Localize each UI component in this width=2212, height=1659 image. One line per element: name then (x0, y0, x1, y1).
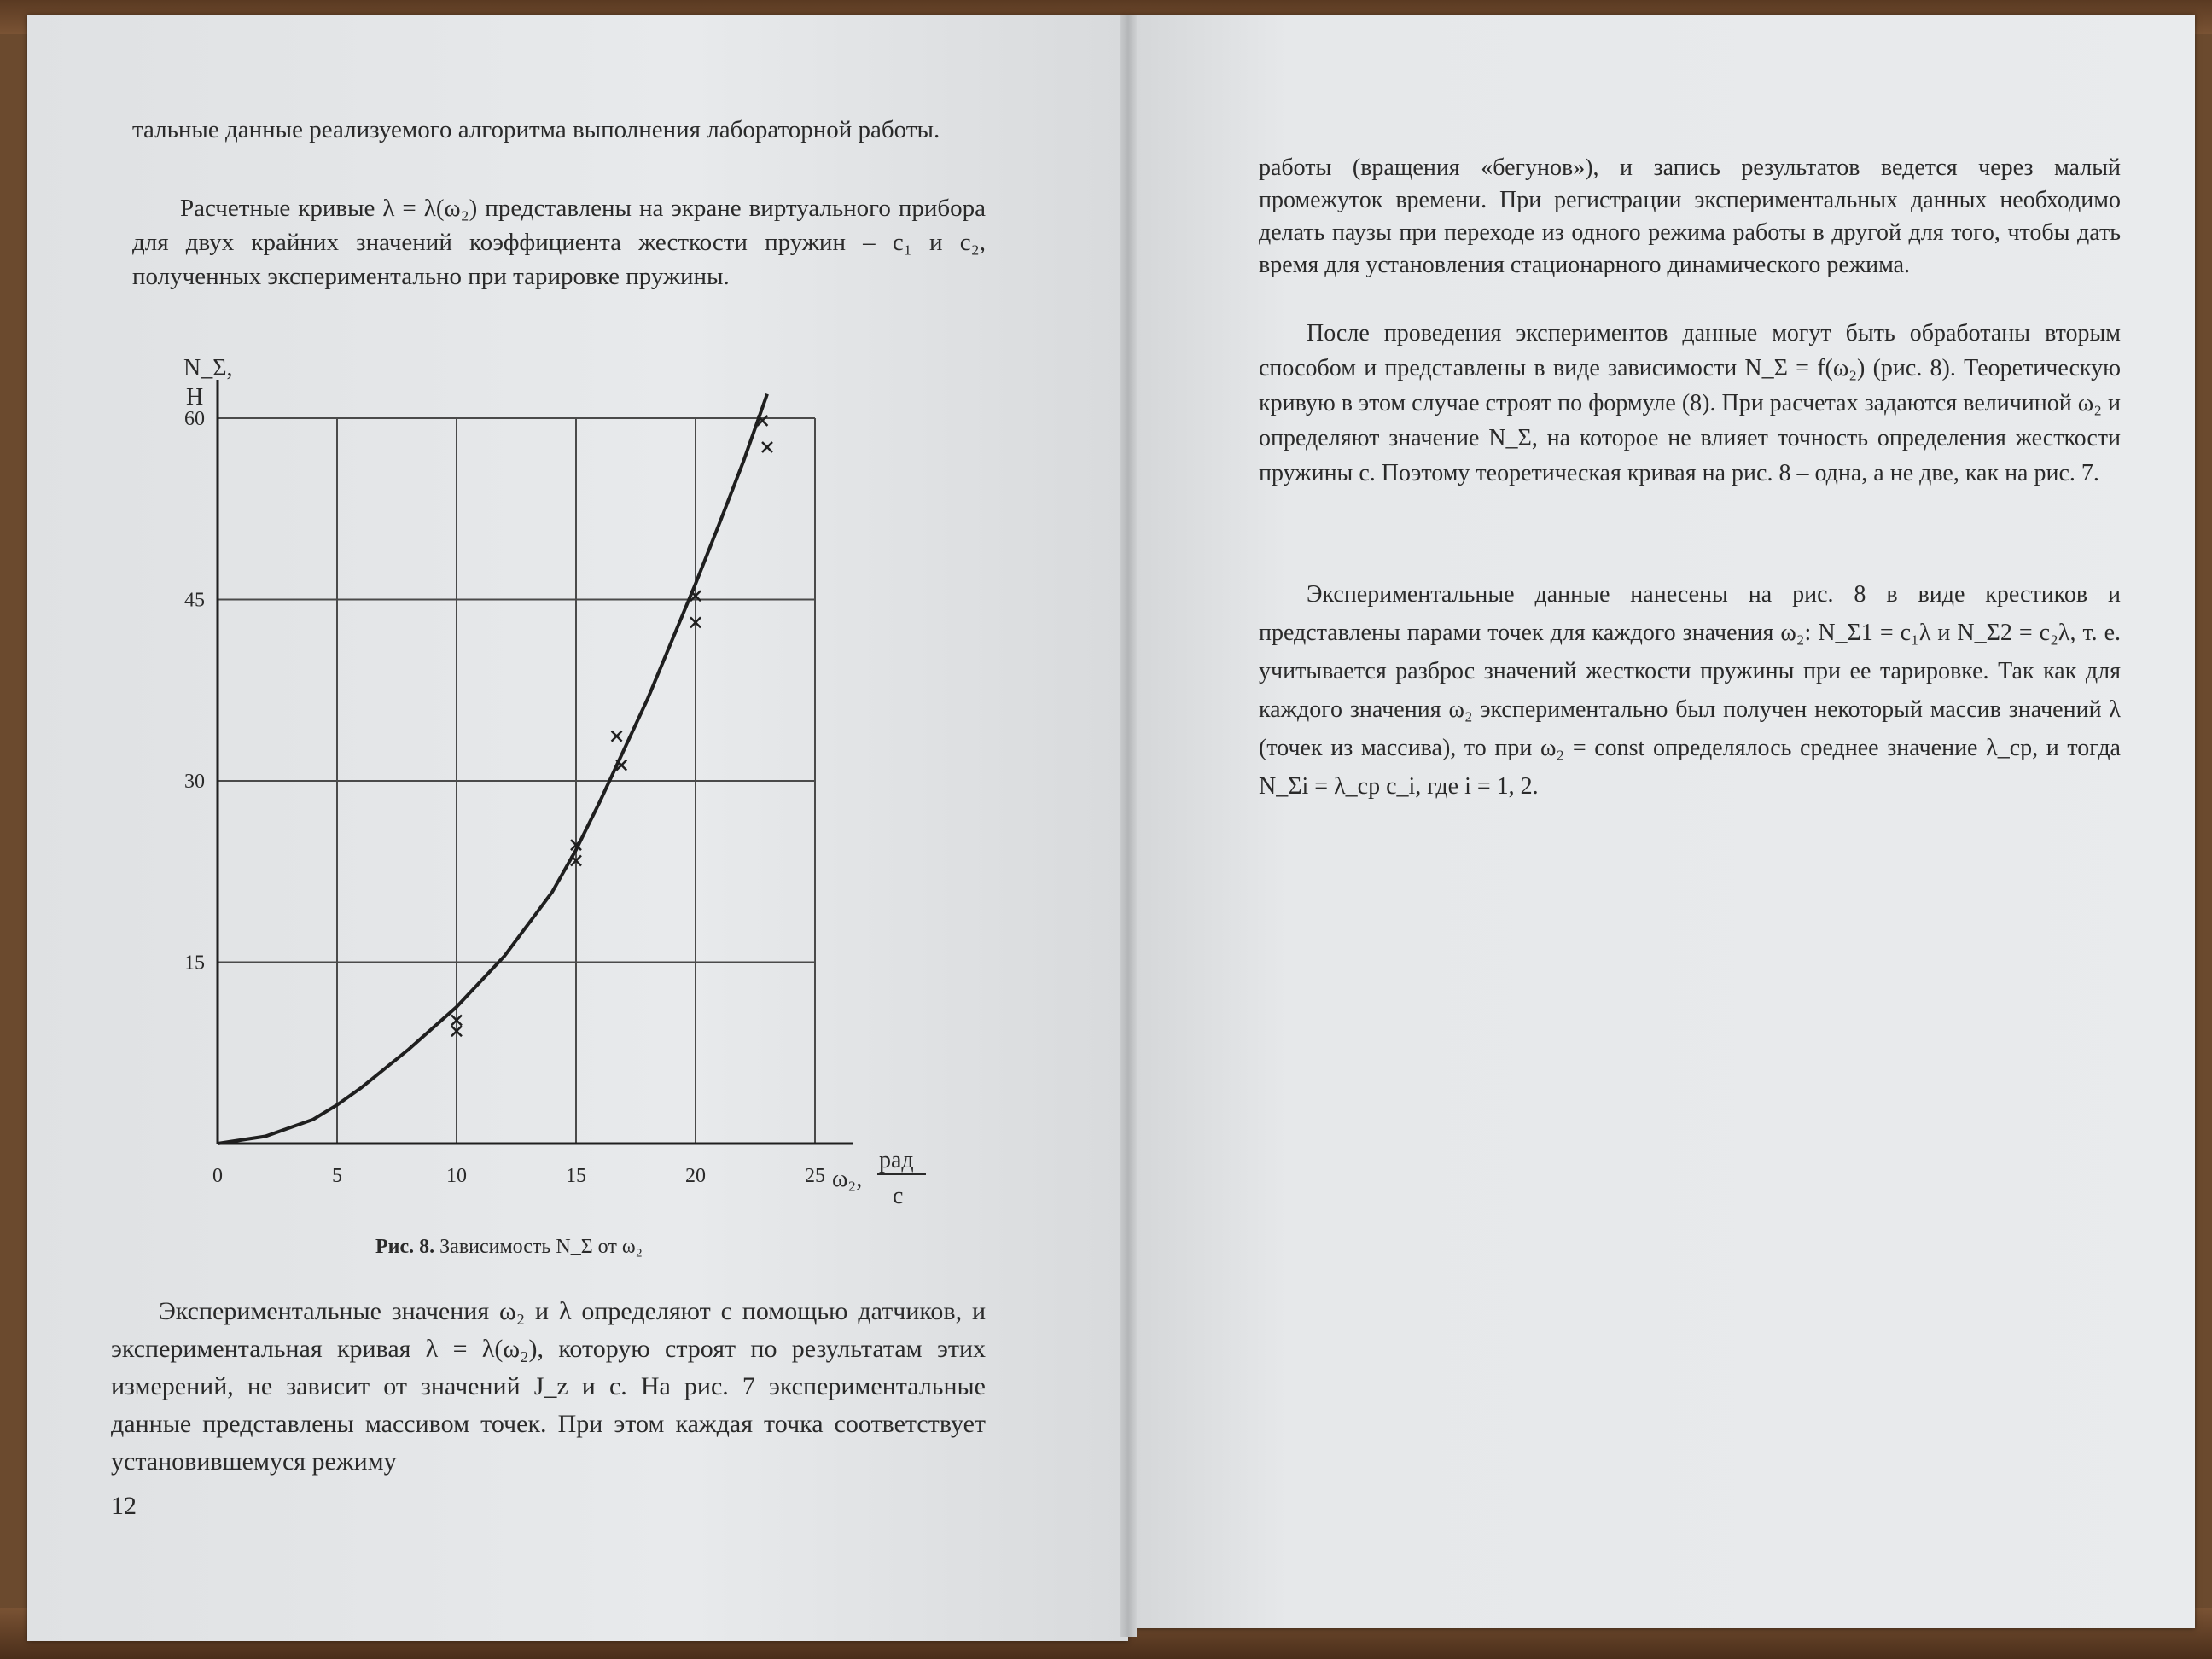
x-tick-label: 10 (446, 1165, 467, 1187)
data-point-cross (612, 731, 622, 742)
left-paragraph-3: Экспериментальные значения ω₂ и λ определяют с помощью датчиков, и экспериментальная кривая λ = λ(ω₂), которую строят по результатам этих измерений, не зависит от значений J_z и c. На рис. 7 экспериментальные данные представлены массивом точек. При этом каждая точка соответствует установившемуся режиму (111, 1297, 986, 1476)
y-tick-label: 15 (184, 952, 205, 975)
chart-axes (218, 380, 853, 1144)
x-tick-label: 0 (212, 1165, 223, 1187)
right-paragraph-3: Экспериментальные данные нанесены на рис. 8 в виде крестиков и представлены парами точек для каждого значения ω₂: N_Σ1 = c₁λ и N_Σ2 = c₂λ, т. е. учитывается разброс значений жесткости пружины при ее тарировке. Так как для каждого значения ω₂ экспериментально был получен некоторый массив значений λ (точек из массива), то при ω₂ = const определялось среднее значение λ_ср, и тогда N_Σi = λ_ср c_i, где i = 1, 2. (1259, 581, 2121, 800)
x-tick-label: 25 (805, 1165, 825, 1187)
data-point-cross (762, 442, 772, 452)
x-tick-label: 15 (566, 1165, 586, 1187)
x-tick-label: 5 (332, 1165, 342, 1187)
left-paragraph-2: Расчетные кривые λ = λ(ω₂) представлены на экране виртуального прибора для двух крайних значений коэффициента жесткости пружин – c₁ и c₂, полученных экспериментально при тарировке пружины. (132, 195, 986, 290)
left-paragraph-1: тальные данные реализуемого алгоритма выполнения лабораторной работы. (132, 116, 940, 143)
chart-grid (218, 418, 815, 1144)
y-axis-unit: Н (186, 384, 204, 410)
page-number: 12 (111, 1492, 137, 1520)
figure-caption (375, 1236, 836, 1259)
figure-8-chart (154, 350, 964, 1229)
y-tick-label: 30 (184, 771, 205, 793)
x-tick-label: 20 (685, 1165, 706, 1187)
chart-tick-labels (184, 408, 825, 1187)
right-paragraph-2: После проведения экспериментов данные могут быть обработаны вторым способом и представлены в виде зависимости N_Σ = f(ω₂) (рис. 8). Теоретическую кривую в этом случае строят по формуле (8). При расчетах задаются величиной ω₂ и определяют значение N_Σ, на которое не влияет точность определения жесткости пружины c. Поэтому теоретическая кривая на рис. 8 – одна, а не две, как на рис. 7. (1259, 320, 2121, 486)
y-tick-label: 60 (184, 408, 205, 430)
book-spine (1120, 15, 1137, 1637)
figure-caption-number: Рис. 8. (375, 1236, 435, 1258)
x-axis-unit-denominator: с (893, 1183, 904, 1209)
y-tick-label: 45 (184, 589, 205, 612)
x-axis-label: ω₂, (832, 1166, 863, 1192)
y-axis-label: N_Σ, (183, 355, 233, 381)
right-paragraph-1: работы (вращения «бегунов»), и запись результатов ведется через малый промежуток времени. При регистрации экспериментальных данных необходимо делать паузы при переходе из одного режима работы в другой для того, чтобы дать время для установления стационарного динамического режима. (1259, 154, 2121, 278)
x-axis-unit-numerator: рад (879, 1147, 914, 1173)
figure-caption-text: Зависимость N_Σ от ω₂ (434, 1236, 643, 1258)
theoretical-curve (218, 394, 767, 1144)
